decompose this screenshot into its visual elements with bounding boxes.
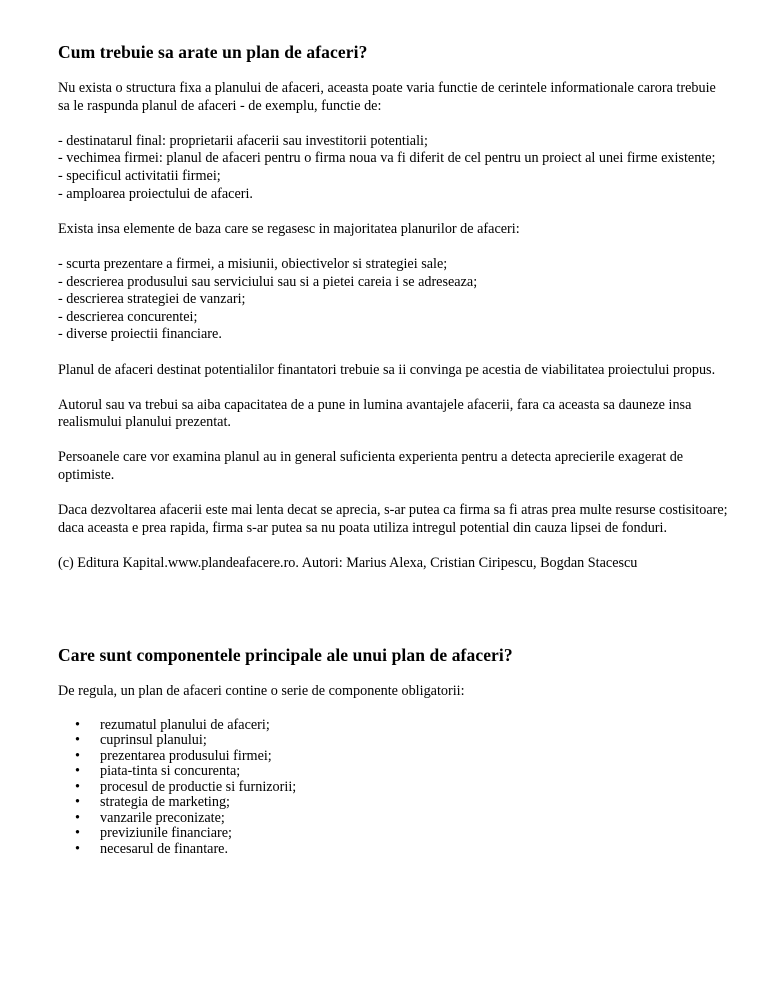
list-item xyxy=(58,842,730,858)
elements-intro: Exista insa elemente de baza care se regasesc in majoritatea planurilor de afaceri: xyxy=(58,220,520,237)
component-label: previziunile financiare; xyxy=(100,825,232,842)
list-item xyxy=(58,733,730,749)
element-item: - descrierea concurentei; xyxy=(58,308,198,325)
factor-item: - amploarea proiectului de afaceri. xyxy=(58,185,253,202)
bullet-icon: • xyxy=(75,716,80,733)
list-item xyxy=(58,780,730,796)
component-label: rezumatul planului de afaceri; xyxy=(100,716,270,733)
element-item: - descrierea produsului sau serviciului sau si a pietei careia i se adreseaza; xyxy=(58,273,478,290)
component-label: strategia de marketing; xyxy=(100,794,231,811)
component-label: procesul de productie si furnizorii; xyxy=(100,778,297,795)
paragraph-examiners: Persoanele care vor examina planul au in general suficienta experienta pentru a detecta aprecierile exagerat de optimiste. xyxy=(58,449,684,484)
section2-intro: De regula, un plan de afaceri contine o serie de componente obligatorii: xyxy=(58,682,465,699)
element-item: - diverse proiectii financiare. xyxy=(58,326,222,343)
factor-item: - vechimea firmei: planul de afaceri pentru o firma noua va fi diferit de cel pentru un proiect al unei firme existente; xyxy=(58,150,716,167)
paragraph-funders: Planul de afaceri destinat potentialilor finantatori trebuie sa ii convinga pe acestia de viabilitatea proiectului propus. xyxy=(58,361,716,378)
factor-item: - destinatarul final: proprietarii afacerii sau investitorii potentiali; xyxy=(58,132,428,149)
factors-list xyxy=(58,133,730,203)
component-label: necesarul de finantare. xyxy=(100,840,229,857)
section2-title: Care sunt componentele principale ale unui plan de afaceri? xyxy=(58,644,513,665)
bullet-icon: • xyxy=(75,825,80,842)
element-item: - descrierea strategiei de vanzari; xyxy=(58,291,246,308)
paragraph-author: Autorul sau va trebui sa aiba capacitatea de a pune in lumina avantajele afacerii, fara ca aceasta sa dauneze insa realismului planului prezentat. xyxy=(58,396,692,431)
credit-line: (c) Editura Kapital.www.plandeafacere.ro. Autori: Marius Alexa, Cristian Ciripescu, Bogdan Stacescu xyxy=(58,555,638,572)
bullet-icon: • xyxy=(75,794,80,811)
bullet-icon: • xyxy=(75,840,80,857)
section1-intro: Nu exista o structura fixa a planului de afaceri, aceasta poate varia functie de cerintele informationale carora trebuie sa le raspunda planul de afaceri - de exemplu, functie de: xyxy=(58,80,716,114)
list-item xyxy=(58,826,730,842)
component-label: piata-tinta si concurenta; xyxy=(100,763,241,780)
section1-title: Cum trebuie sa arate un plan de afaceri? xyxy=(58,42,368,62)
bullet-icon: • xyxy=(75,778,80,795)
component-label: vanzarile preconizate; xyxy=(100,809,225,826)
components-list xyxy=(58,718,730,858)
list-item xyxy=(58,811,730,827)
list-item xyxy=(58,764,730,780)
bullet-icon: • xyxy=(75,732,80,749)
paragraph-growth: Daca dezvoltarea afacerii este mai lenta decat se aprecia, s-ar putea ca firma sa fi atras prea multe resurse costisitoare; daca aceasta e prea rapida, firma s-ar putea sa nu poata utiliza intregul potential din cauza lipsei de fonduri. xyxy=(58,502,728,536)
component-label: prezentarea produsului firmei; xyxy=(100,747,272,764)
list-item xyxy=(58,749,730,765)
element-item: - scurta prezentare a firmei, a misiunii, obiectivelor si strategiei sale; xyxy=(58,255,448,272)
bullet-icon: • xyxy=(75,809,80,826)
list-item xyxy=(58,718,730,734)
document-content xyxy=(58,40,730,857)
factor-item: - specificul activitatii firmei; xyxy=(58,167,221,184)
list-item xyxy=(58,795,730,811)
bullet-icon: • xyxy=(75,763,80,780)
elements-list xyxy=(58,256,730,344)
component-label: cuprinsul planului; xyxy=(100,732,207,749)
bullet-icon: • xyxy=(75,747,80,764)
